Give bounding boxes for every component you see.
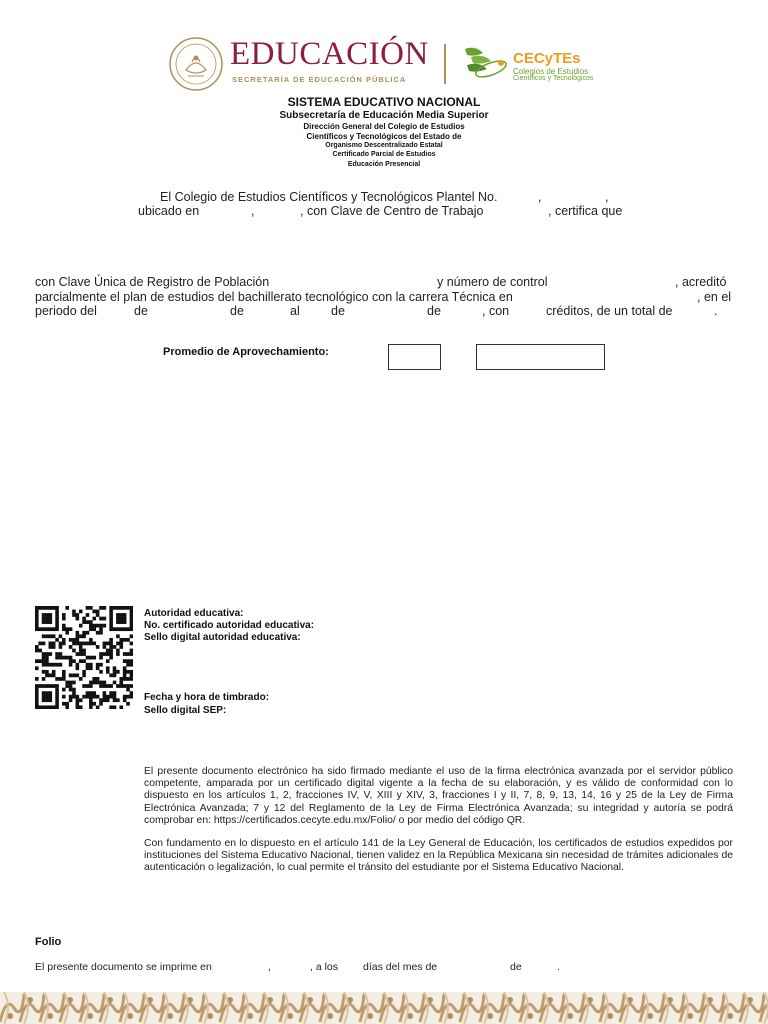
plantel-comma: , <box>538 190 542 204</box>
acredito-text: , acreditó <box>675 275 727 289</box>
imprime-label: El presente documento se imprime en <box>35 961 212 973</box>
sep-title: EDUCACIÓN <box>230 36 429 72</box>
certificate-type: Certificado Parcial de Estudios <box>332 151 436 159</box>
imprime-comma: , <box>268 961 271 973</box>
header-divider <box>444 44 446 84</box>
sello-sep-label: Sello digital SEP: <box>144 705 227 716</box>
sep-subtitle: SECRETARÍA DE EDUCACIÓN PÚBLICA <box>232 75 407 84</box>
periodo-de-4: de <box>427 304 441 318</box>
periodo-label: periodo del <box>35 304 97 318</box>
colegio-estado: Científicos y Tecnológicos del Estado de <box>306 131 462 141</box>
ubicado-comma: , <box>251 204 255 218</box>
periodo-de-1: de <box>134 304 148 318</box>
organismo: Organismo Descentralizado Estatal <box>325 142 443 150</box>
cecytes-tagline-2: Científicos y Tecnológicos <box>513 75 594 82</box>
promedio-numeric-box <box>388 344 441 370</box>
system-name: SISTEMA EDUCATIVO NACIONAL <box>287 95 481 109</box>
curp-label: con Clave Única de Registro de Población <box>35 275 270 289</box>
footer-dot: . <box>557 961 560 973</box>
en-el-text: , en el <box>697 290 732 304</box>
control-label: y número de control <box>437 275 548 289</box>
cecytes-logo-icon <box>461 43 511 81</box>
period-end-dot: . <box>714 304 718 318</box>
education-mode: Educación Presencial <box>347 160 421 168</box>
folio-label: Folio <box>35 936 62 948</box>
qr-code[interactable] <box>35 606 133 709</box>
sello-autoridad-label: Sello digital autoridad educativa: <box>144 632 301 643</box>
no-certificado-label: No. certificado autoridad educativa: <box>144 620 315 631</box>
certifica-label: , certifica que <box>548 204 623 218</box>
dias-mes-label: días del mes de <box>363 961 438 973</box>
plan-text: parcialmente el plan de estudios del bachillerato tecnológico con la carrera Técnica en <box>35 290 513 304</box>
periodo-de-2: de <box>230 304 244 318</box>
direccion-general: Dirección General del Colegio de Estudios <box>303 122 465 131</box>
periodo-de-3: de <box>331 304 345 318</box>
legal-paragraph-validity: Con fundamento en lo dispuesto en el artículo 141 de la Ley General de Educación, los certificados de estudios expedidos por instituciones del Sistema Educativo Nacional, tienen validez en la República Mexicana sin necesidad de trámites adicionales de autenticación o legalización, lo cual permite el tránsito del estudiante por el Sistema Educativo Nacional. <box>144 838 733 874</box>
promedio-label: Promedio de Aprovechamiento: <box>163 346 329 358</box>
sep-seal-icon <box>168 36 224 92</box>
subsecretaria: Subsecretaría de Educación Media Superior <box>279 110 489 121</box>
periodo-al: al <box>290 304 300 318</box>
con-text: , con <box>482 304 510 318</box>
fecha-timbrado-label: Fecha y hora de timbrado: <box>144 692 270 703</box>
document-header <box>0 95 768 169</box>
autoridad-label: Autoridad educativa: <box>144 608 244 619</box>
cct-label: , con Clave de Centro de Trabajo <box>300 204 484 218</box>
cecytes-tagline: Colegios de Estudios <box>513 67 589 76</box>
legal-paragraph-signature: El presente documento electrónico ha sido firmado mediante el uso de la firma electrónica avanzada por el servidor público competente, amparada por un certificado digital vigente a la fecha de su elaboración, y es válido de conformidad con lo dispuesto en los artículos 1, 2, fracciones IV, V, XIII y XIV, 3, fracciones I y II, 7, 8, 9, 13, 14, 16 y 25 de la Ley de Firma Electrónica Avanzada; 7 y 12 del Reglamento de la Ley de Firma Electrónica Avanzada; su integridad y autoría se podrá comprobar en: https://certificados.cecyte.edu.mx/Folio/ o por medio del código QR. <box>144 766 733 826</box>
plantel-comma-2: , <box>605 190 609 204</box>
creditos-text: créditos, de un total de <box>546 304 673 318</box>
plantel-line: El Colegio de Estudios Científicos y Tecnológicos Plantel No. <box>160 190 498 204</box>
a-los-label: , a los <box>310 961 339 973</box>
promedio-text-box <box>476 344 605 370</box>
decorative-border-pattern <box>0 992 768 1024</box>
anio-de-label: de <box>510 961 522 973</box>
ubicado-label: ubicado en <box>138 204 200 218</box>
cecytes-name: CECyTEs <box>513 50 581 67</box>
